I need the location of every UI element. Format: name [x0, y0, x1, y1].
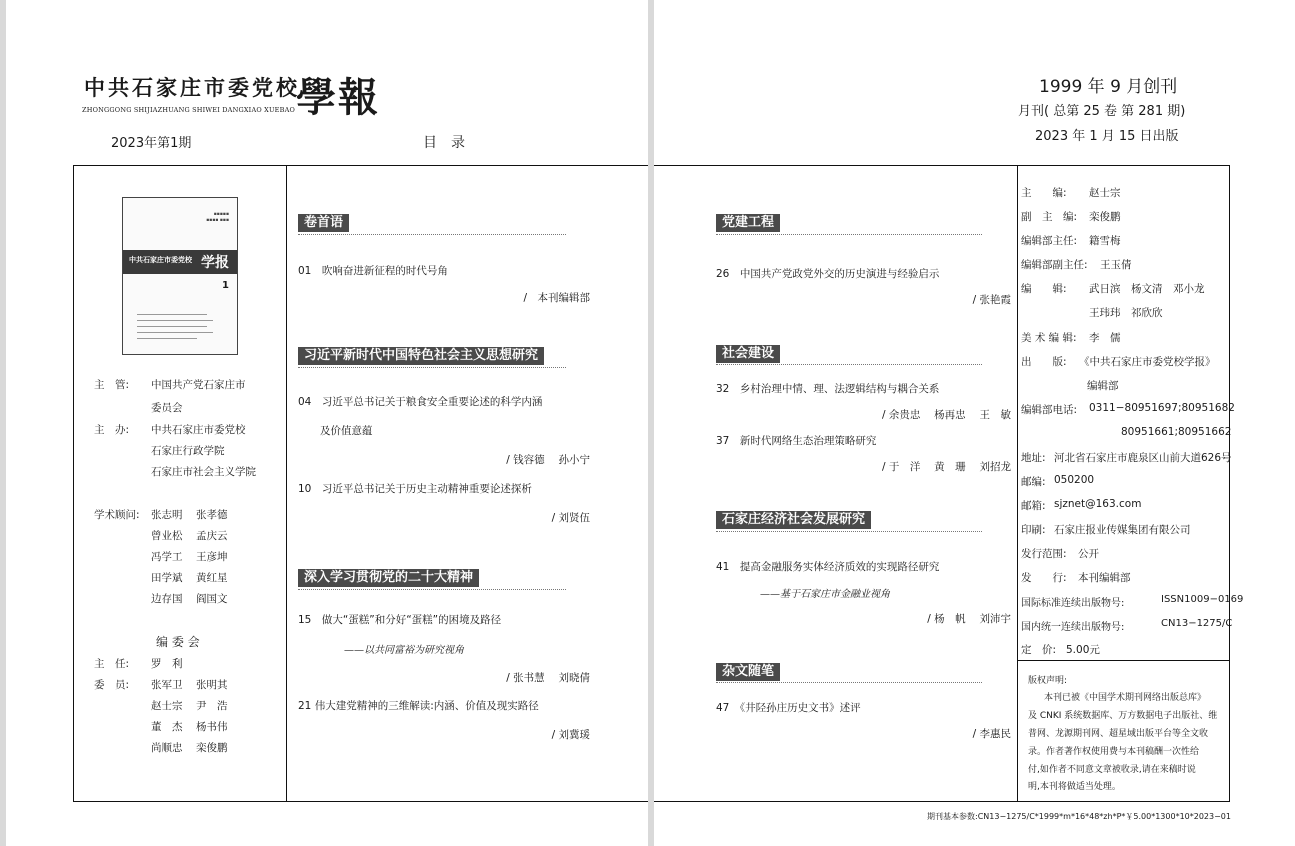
- article-title[interactable]: 10 习近平总书记关于历史主动精神重要论述探析: [298, 483, 532, 495]
- journal-logo-pinyin: ZHONGGONG SHIJIAZHUANG SHIWEI DANGXIAO XUEBAO: [82, 106, 295, 114]
- sponsor-line3: 石家庄市社会主义学院: [151, 466, 256, 478]
- phone-label: 编辑部电话:: [1021, 404, 1078, 416]
- address: 河北省石家庄市鹿泉区山前大道626号: [1054, 452, 1232, 464]
- section-heading: 杂文随笔: [716, 663, 780, 681]
- postcode-label: 邮编:: [1021, 476, 1046, 488]
- advisor: 边存国: [151, 593, 183, 605]
- article-author: / 刘贤伍: [551, 512, 590, 524]
- article-author: / 杨 帆 刘沛宇: [927, 613, 1011, 625]
- article-title[interactable]: 15 做大“蛋糕”和分好“蛋糕”的困境及路径: [298, 614, 502, 626]
- scope: 公开: [1078, 548, 1099, 560]
- copyright-title: 版权声明:: [1028, 676, 1068, 686]
- cn-label: 国内统一连续出版物号:: [1021, 622, 1125, 633]
- masthead-divider: [1017, 165, 1018, 802]
- copyright-rule: [1017, 660, 1230, 661]
- section-rule: [716, 234, 982, 235]
- copyright-line: 付,如作者不同意文章被收录,请在来稿时说: [1028, 765, 1196, 775]
- publisher-line2: 编辑部: [1087, 380, 1119, 392]
- section-rule: [716, 531, 982, 532]
- supervisor-line1: 中国共产党石家庄市: [151, 379, 246, 391]
- article-title[interactable]: 37 新时代网络生态治理策略研究: [716, 435, 877, 447]
- advisor: 冯学工: [151, 551, 183, 563]
- member: 栾俊鹏: [196, 742, 228, 754]
- article-author: / 刘冀瑗: [551, 729, 590, 741]
- article-title[interactable]: 41 提高金融服务实体经济质效的实现路径研究: [716, 561, 940, 573]
- supervisor-line2: 委员会: [151, 402, 183, 414]
- cover-thumbnail: ▪▪▪▪▪ ▪▪▪▪ ▪▪▪ 中共石家庄市委党校 学报 1: [122, 197, 238, 355]
- copyright-line: 及 CNKI 系统数据库、万方数据电子出版社、维: [1028, 711, 1218, 721]
- copyright-line: 录。作者著作权使用费与本刊稿酬一次性给: [1028, 747, 1200, 757]
- article-title-cont[interactable]: 及价值意蕴: [320, 425, 373, 437]
- office-dir-label: 编辑部主任:: [1021, 235, 1078, 247]
- article-author: / 本刊编辑部: [523, 292, 590, 304]
- deputy: 栾俊鹏: [1089, 211, 1121, 223]
- publisher-line1: 《中共石家庄市委党校学报》: [1079, 356, 1216, 368]
- article-author: / 李惠民: [972, 728, 1011, 740]
- editors-label: 编 辑:: [1021, 283, 1067, 295]
- advisor: 田学斌: [151, 572, 183, 584]
- right-page: [654, 0, 1295, 846]
- sponsor-label: 主 办:: [94, 424, 130, 436]
- director-label: 主 任:: [94, 658, 130, 670]
- advisor: 曾业松: [151, 530, 183, 542]
- committee-title: 编 委 会: [156, 635, 200, 649]
- publisher-label: 出 版:: [1021, 356, 1067, 368]
- art: 李 儒: [1089, 332, 1121, 344]
- office-dep: 王玉倩: [1100, 259, 1132, 271]
- section-rule: [298, 234, 566, 235]
- sponsor-line1: 中共石家庄市委党校: [151, 424, 246, 436]
- section-heading: 习近平新时代中国特色社会主义思想研究: [298, 347, 544, 365]
- issue-label: 2023年第1期: [111, 136, 192, 151]
- issn-label: 国际标准连续出版物号:: [1021, 598, 1125, 609]
- section-heading: 社会建设: [716, 345, 780, 363]
- member: 张明其: [196, 679, 228, 691]
- article-author: / 张书慧 刘晓倩: [506, 672, 590, 684]
- phone-line1: 0311−80951697;80951682: [1089, 402, 1235, 414]
- article-author: / 余贵忠 杨再忠 王 敏: [881, 409, 1011, 421]
- member: 张军卫: [151, 679, 183, 691]
- chief: 赵士宗: [1089, 187, 1121, 199]
- article-author: / 张艳霞: [972, 294, 1011, 306]
- article-author: / 于 洋 黄 珊 刘招龙: [881, 461, 1011, 473]
- advisor: 黄红星: [196, 572, 228, 584]
- article-title[interactable]: 32 乡村治理中情、理、法逻辑结构与耦合关系: [716, 383, 940, 395]
- section-rule: [298, 367, 566, 368]
- article-title[interactable]: 01 吹响奋进新征程的时代号角: [298, 265, 448, 277]
- distributor: 本刊编辑部: [1078, 572, 1131, 584]
- advisor: 张孝德: [196, 509, 228, 521]
- article-title[interactable]: 26 中国共产党政党外交的历史演进与经验启示: [716, 268, 940, 280]
- member: 董 杰: [151, 721, 183, 733]
- copyright-line: 明,本刊将做适当处理。: [1028, 782, 1121, 792]
- article-title[interactable]: 47 《井陉孙庄历史文书》述评: [716, 702, 861, 714]
- cover-issue-number: 1: [222, 280, 229, 291]
- left-page: [6, 0, 648, 846]
- advisor: 张志明: [151, 509, 183, 521]
- email: sjznet@163.com: [1054, 498, 1142, 510]
- advisor: 孟庆云: [196, 530, 228, 542]
- cover-big-title: 学报: [201, 255, 229, 271]
- printer-label: 印刷:: [1021, 524, 1046, 536]
- section-heading: 深入学习贯彻党的二十大精神: [298, 569, 479, 587]
- section-rule: [298, 589, 566, 590]
- advisor-label: 学术顾问:: [94, 509, 140, 521]
- cover-title: 中共石家庄市委党校: [129, 255, 192, 264]
- issn: ISSN1009−0169: [1161, 594, 1244, 605]
- office-dep-label: 编辑部副主任:: [1021, 259, 1088, 271]
- journal-logo-big: 學報: [296, 74, 380, 121]
- member: 杨书伟: [196, 721, 228, 733]
- founded-date: 1999 年 9 月创刊: [1039, 77, 1178, 97]
- copyright-line: 本刊已被《中国学术期刊网络出版总库》: [1026, 693, 1207, 703]
- office-dir: 籍雪梅: [1089, 235, 1121, 247]
- members-label: 委 员:: [94, 679, 130, 691]
- email-label: 邮箱:: [1021, 500, 1046, 512]
- member: 尹 浩: [196, 700, 228, 712]
- director: 罗 利: [151, 658, 183, 670]
- distributor-label: 发 行:: [1021, 572, 1067, 584]
- chief-label: 主 编:: [1021, 187, 1067, 199]
- article-subtitle: ——基于石家庄市金融业视角: [760, 589, 890, 600]
- sponsor-line2: 石家庄行政学院: [151, 445, 225, 457]
- section-heading: 石家庄经济社会发展研究: [716, 511, 871, 529]
- address-label: 地址:: [1021, 452, 1046, 464]
- advisor: 阎国文: [196, 593, 228, 605]
- price: 5.00元: [1066, 644, 1100, 656]
- journal-logo-name: 中共石家庄市委党校: [84, 75, 300, 100]
- printer: 石家庄报业传媒集团有限公司: [1054, 524, 1191, 536]
- article-author: / 钱容德 孙小宁: [506, 454, 590, 466]
- section-heading: 卷首语: [298, 214, 349, 232]
- scope-label: 发行范围:: [1021, 548, 1067, 560]
- member: 赵士宗: [151, 700, 183, 712]
- publish-date: 2023 年 1 月 15 日出版: [1035, 129, 1179, 144]
- column-divider: [286, 165, 287, 802]
- advisor: 王彦坤: [196, 551, 228, 563]
- frequency: 月刊( 总第 25 卷 第 281 期): [1018, 104, 1186, 119]
- deputy-label: 副 主 编:: [1021, 211, 1078, 223]
- toc-title: 目 录: [423, 135, 465, 151]
- art-label: 美 术 编 辑:: [1021, 332, 1077, 344]
- section-rule: [716, 364, 982, 365]
- article-subtitle: ——以共同富裕为研究视角: [344, 645, 464, 656]
- section-heading: 党建工程: [716, 214, 780, 232]
- supervisor-label: 主 管:: [94, 379, 130, 391]
- price-label: 定 价:: [1021, 644, 1057, 656]
- copyright-line: 普网、龙源期刊网、超星域出版平台等全文收: [1028, 729, 1209, 739]
- editors-line1: 武日滨 杨文清 邓小龙: [1089, 283, 1205, 295]
- article-title[interactable]: 21 伟大建党精神的三维解读:内涵、价值及现实路径: [298, 700, 539, 712]
- postcode: 050200: [1054, 474, 1095, 486]
- article-title[interactable]: 04 习近平总书记关于粮食安全重要论述的科学内涵: [298, 396, 543, 408]
- phone-line2: 80951661;80951662: [1121, 426, 1232, 438]
- member: 尚顺忠: [151, 742, 183, 754]
- editors-line2: 王玮玮 祁欣欣: [1089, 307, 1163, 319]
- cn: CN13−1275/C: [1161, 618, 1233, 629]
- journal-parameters: 期刊基本参数:CN13−1275/C*1999*m*16*48*zh*P*￥5.00*1300*10*2023−01: [927, 812, 1231, 821]
- section-rule: [716, 682, 982, 683]
